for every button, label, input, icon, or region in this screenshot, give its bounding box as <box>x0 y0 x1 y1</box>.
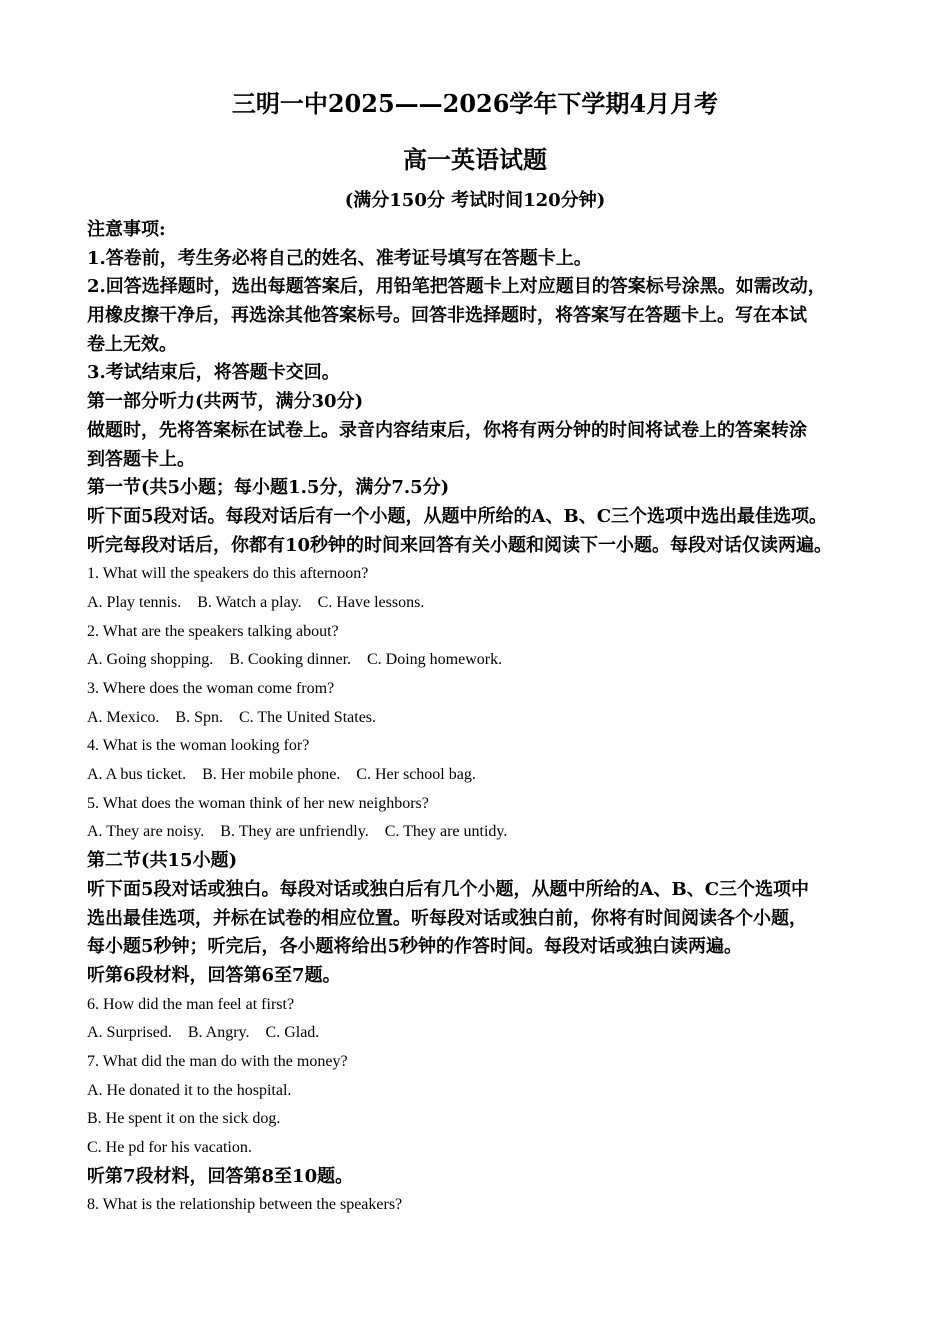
question-line: 2. What are the speakers talking about? <box>87 622 339 640</box>
instruction-line: 做题时，先将答案标在试卷上。录音内容结束后，你将有两分钟的时间将试卷上的答案转涂 <box>87 419 807 441</box>
instruction-line: 每小题5秒钟；听完后，各小题将给出5秒钟的作答时间。每段对话或独白读两遍。 <box>87 936 743 958</box>
question-line: 8. What is the relationship between the speakers? <box>87 1196 403 1214</box>
instruction-line: 到答题卡上。 <box>87 448 195 470</box>
instruction-line: 听下面5段对话或独白。每段对话或独白后有几个小题，从题中所给的A、B、C三个选项中 <box>87 878 810 900</box>
question-line: 7. What did the man do with the money? <box>87 1052 348 1070</box>
instruction-line: 选出最佳选项，并标在试卷的相应位置。听每段对话或独白前，你将有时间阅读各个小题， <box>87 907 807 929</box>
question-line: A. They are noisy. B. They are unfriendly. C. They are untidy. <box>87 823 508 841</box>
instruction-line: 第二节(共15小题) <box>87 850 238 872</box>
instruction-line: 2.回答选择题时，选出每题答案后，用铅笔把答题卡上对应题目的答案标号涂黑。如需改动， <box>87 276 826 298</box>
instruction-line: 第一节(共5小题；每小题1.5分，满分7.5分) <box>87 477 450 499</box>
instruction-line: 注意事项: <box>87 219 166 240</box>
instruction-line: 听下面5段对话。每段对话后有一个小题，从题中所给的A、B、C三个选项中选出最佳选项。 <box>87 505 828 527</box>
question-line: 6. How did the man feel at first? <box>87 995 295 1013</box>
instruction-line: 听完每段对话后，你都有10秒钟的时间来回答有关小题和阅读下一小题。每段对话仅读两遍。 <box>87 534 833 556</box>
question-line: A. Play tennis. B. Watch a play. C. Have lessons. <box>87 593 425 611</box>
instruction-line: 第一部分听力(共两节，满分30分) <box>87 391 364 413</box>
question-line: B. He spent it on the sick dog. <box>87 1110 281 1128</box>
exam-body <box>87 216 887 1220</box>
question-line: 5. What does the woman think of her new neighbors? <box>87 794 429 812</box>
instruction-line: 听第7段材料，回答第8至10题。 <box>87 1165 354 1187</box>
exam-subtitle: 高一英语试题 <box>403 145 547 174</box>
exam-title: 三明一中2025——2026学年下学期4月月考 <box>231 89 719 118</box>
exam-meta: (满分150分 考试时间120分钟) <box>344 190 606 211</box>
question-line: A. A bus ticket. B. Her mobile phone. C. Her school bag. <box>87 766 476 784</box>
question-line: A. Going shopping. B. Cooking dinner. C. Doing homework. <box>87 651 503 669</box>
question-line: A. He donated it to the hospital. <box>87 1081 292 1099</box>
question-line: 4. What is the woman looking for? <box>87 737 310 755</box>
instruction-line: 1.答卷前，考生务必将自己的姓名、准考证号填写在答题卡上。 <box>87 247 592 269</box>
instruction-line: 用橡皮擦干净后，再选涂其他答案标号。回答非选择题时，将答案写在答题卡上。写在本试 <box>87 305 807 327</box>
question-line: A. Mexico. B. Spn. C. The United States. <box>87 708 377 726</box>
question-line: C. He pd for his vacation. <box>87 1139 252 1156</box>
question-line: 3. Where does the woman come from? <box>87 680 335 697</box>
question-line: 1. What will the speakers do this afternoon? <box>87 565 369 583</box>
instruction-line: 卷上无效。 <box>87 333 177 355</box>
instruction-line: 听第6段材料，回答第6至7题。 <box>87 964 341 986</box>
question-line: A. Surprised. B. Angry. C. Glad. <box>87 1024 320 1042</box>
instruction-line: 3.考试结束后，将答题卡交回。 <box>87 362 340 384</box>
